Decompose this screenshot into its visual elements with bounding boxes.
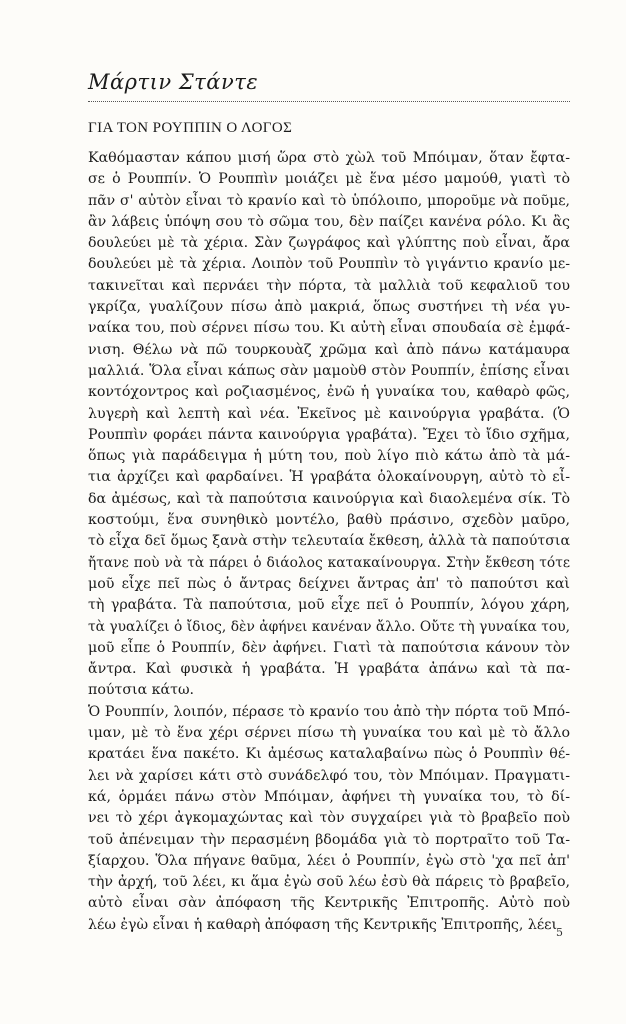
page-number: 5 [556, 926, 563, 939]
text-line: δουλεύει μὲ τὰ χέρια. Λοιπὸν τοῦ Ρουππὶν τὸ γιγάντιο κρανίο με- [88, 256, 570, 273]
story-title: ΓΙΑ ΤΟΝ ΡΟΥΠΠΙΝ Ο ΛΟΓΟΣ [88, 120, 293, 136]
text-line: νιση. Θέλω νὰ πῶ τουρκουὰζ χρῶμα καὶ ἀπὸ πάνω κατάμαυρα [88, 341, 570, 358]
text-line: αὐτὸ εἶναι σὰν ἀπόφαση τῆς Κεντρικῆς Ἐπιτροπῆς. Αὐτὸ ποὺ [88, 895, 570, 912]
text-line: ξίαρχου. Ὅλα πήγανε θαῦμα, λέει ὁ Ρουππίν, ἐγὼ στὸ 'χα πεῖ ἀπ' [88, 852, 570, 869]
text-line: νει τὸ χέρι ἀγκομαχώντας καὶ τὸν συγχαίρει γιὰ τὸ βραβεῖο ποὺ [88, 810, 570, 827]
text-line: λέω ἐγὼ εἶναι ἡ καθαρὴ ἀπόφαση τῆς Κεντρικῆς Ἐπιτροπῆς, λέει [88, 916, 558, 933]
text-line: πούτσια κάτω. [88, 682, 195, 699]
text-line: τια ἀρχίζει καὶ φαρδαίνει. Ἡ γραβάτα ὁλοκαίνουργη, αὐτὸ τὸ εἶ- [88, 469, 570, 486]
text-line: Ρουππὶν φοράει πάντα καινούργια γραβάτα). Ἔχει τὸ ἴδιο σχῆμα, [88, 426, 570, 443]
text-line: μαλλιά. Ὅλα εἶναι κάπως σὰν μαμοὺθ στὸν Ρουππίν, ἐπίσης εἶναι [88, 362, 570, 379]
body-text [88, 148, 570, 936]
text-line: ιμαν, μὲ τὸ ἕνα χέρι σέρνει πίσω τὴ γυναίκα του καὶ μὲ τὸ ἄλλο [88, 725, 570, 742]
text-line: τακινεῖται καὶ περνάει τὴν πόρτα, τὰ μαλλιὰ τοῦ κεφαλιοῦ του [88, 277, 570, 294]
text-line: μοῦ εἶχε πεῖ πὼς ὁ ἄντρας δείχνει ἄντρας ἀπ' τὸ παπούτσι καὶ [88, 575, 570, 592]
text-line: μοῦ εἶπε ὁ Ρουππίν, δὲν ἀφήνει. Γιατὶ τὰ παπούτσια κάνουν τὸν [88, 639, 570, 656]
text-line: κρατάει ἕνα πακέτο. Κι ἀμέσως καταλαβαίνω πὼς ὁ Ρουππὶν θέ- [88, 746, 570, 763]
text-line: τὴν ἀρχή, τοῦ λέει, κι ἅμα ἐγὼ σοῦ λέω ἐσὺ θὰ πάρεις τὸ βραβεῖο, [88, 874, 570, 891]
text-line: λει νὰ χαρίσει κάτι στὸ συνάδελφό του, τὸν Μπόιμαν. Πραγματι- [88, 767, 570, 784]
text-line: ἂν λάβεις ὑπόψη σου τὸ σῶμα του, δὲν παίζει κανένα ρόλο. Κι ἂς [88, 213, 570, 230]
text-line: ναίκα του, ποὺ σέρνει πίσω του. Κι αὐτὴ εἶναι σπουδαία σὲ ἐμφά- [88, 320, 570, 337]
text-line: ἄντρα. Καὶ φυσικὰ ἡ γραβάτα. Ἡ γραβάτα ἀπάνω καὶ τὰ πα- [88, 661, 570, 678]
text-line: κοστούμι, ἕνα συνηθικὸ μοντέλο, βαθὺ πράσινο, σχεδὸν μαῦρο, [88, 512, 570, 529]
text-line: λυγερὴ καὶ λεπτὴ καὶ νέα. Ἐκεῖνος μὲ καινούργια γραβάτα. (Ὁ [88, 405, 570, 422]
text-line: Ὁ Ρουππίν, λοιπόν, πέρασε τὸ κρανίο του ἀπὸ τὴν πόρτα τοῦ Μπό- [88, 703, 570, 720]
text-line: κά, ὁρμάει πάνω στὸν Μπόιμαν, ἀφήνει τὴ γυναίκα του, τὸ δί- [88, 788, 570, 805]
text-line: Καθόμασταν κάπου μισή ὥρα στὸ χὼλ τοῦ Μπόιμαν, ὅταν ἔφτα- [88, 150, 570, 166]
text-line: τὴ γραβάτα. Τὰ παπούτσια, μοῦ εἶχε πεῖ ὁ Ρουππίν, λόγου χάρη, [88, 597, 570, 614]
text-line: τοῦ ἀπένειμαν τὴν περασμένη βδομάδα γιὰ τὸ πορτραῖτο τοῦ Τα- [88, 831, 570, 848]
author-name: Μάρτιν Στάντε [88, 70, 259, 94]
text-line: ἤτανε ποὺ νὰ τὰ πάρει ὁ διάολος κατακαίνουργα. Στὴν ἔκθεση τότε [88, 554, 570, 571]
text-line: κοντόχοντρος καὶ ροζιασμένος, ἐνῶ ἡ γυναίκα του, καθαρὸ φῶς, [88, 384, 570, 401]
text-line: δουλεύει μὲ τὰ χέρια. Σὰν ζωγράφος καὶ γλύπτης ποὺ εἶναι, ἄρα [88, 235, 570, 252]
text-line: δα ἀμέσως, καὶ τὰ παπούτσια καινούργια καὶ διαολεμένα σίκ. Τὸ [88, 490, 570, 507]
text-line: σε ὁ Ρουππίν. Ὁ Ρουππὶν μοιάζει μὲ ἕνα μέσο μαμούθ, γιατὶ τὸ [88, 171, 570, 188]
text-line: πᾶν σ' αὐτὸν εἶναι τὸ κρανίο καὶ τὸ ὑπόλοιπο, μποροῦμε νὰ ποῦμε, [88, 192, 570, 209]
text-line: γκρίζα, γυαλίζουν πίσω ἀπὸ μακριά, ὅπως συστήνει τὴ νέα γυ- [88, 299, 570, 316]
text-line: ὅπως γιὰ παράδειγμα ἡ μύτη του, ποὺ λίγο πιὸ κάτω ἀπὸ τὰ μά- [88, 448, 570, 465]
dotted-rule [88, 101, 570, 102]
text-line: τὰ γυαλίζει ὁ ἴδιος, δὲν ἀφήνει κανέναν ἄλλο. Οὔτε τὴ γυναίκα του, [88, 618, 570, 635]
text-line: τὸ εἶχα δεῖ ὅμως ξανὰ στὴν τελευταία ἔκθεση, ἀλλὰ τὰ παπούτσια [88, 533, 571, 550]
